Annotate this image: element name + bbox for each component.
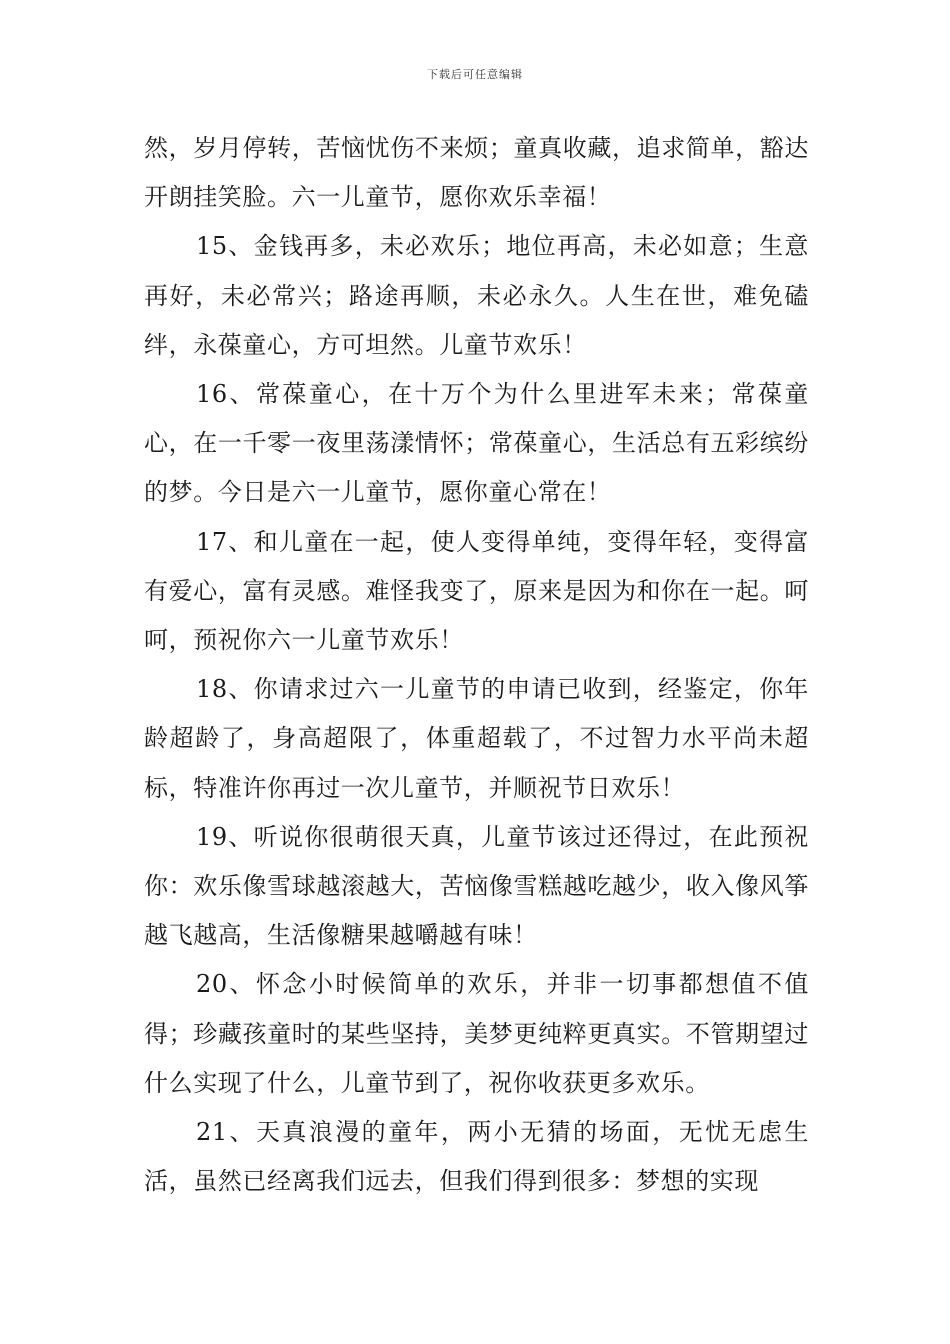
- paragraph-item-16: 16、常葆童心，在十万个为什么里进军未来；常葆童心，在一千零一夜里荡漾情怀；常葆童心，生活总有五彩缤纷的梦。今日是六一儿童节，愿你童心常在！: [144, 380, 809, 507]
- page-header-note: 下载后可任意编辑: [427, 68, 523, 81]
- paragraph-item-19: 19、听说你很萌很天真，儿童节该过还得过，在此预祝你：欢乐像雪球越滚越大，苦恼像雪糕越吃越少，收入像风筝越飞越高，生活像糖果越嚼越有味！: [144, 822, 809, 950]
- paragraph-item-21: 21、天真浪漫的童年，两小无猜的场面，无忧无虑生活，虽然已经离我们远去，但我们得到很多：梦想的实现: [144, 1118, 809, 1196]
- paragraph-item-20: 20、怀念小时候简单的欢乐，并非一切事都想值不值得；珍藏孩童时的某些坚持，美梦更纯粹更真实。不管期望过什么实现了什么，儿童节到了，祝你收获更多欢乐。: [144, 970, 809, 1097]
- paragraph-item-15: 15、金钱再多，未必欢乐；地位再高，未必如意；生意再好，未必常兴；路途再顺，未必永久。人生在世，难免磕绊，永葆童心，方可坦然。儿童节欢乐！: [144, 232, 809, 359]
- paragraph-item-17: 17、和儿童在一起，使人变得单纯，变得年轻，变得富有爱心，富有灵感。难怪我变了，原来是因为和你在一起。呵呵，预祝你六一儿童节欢乐！: [144, 527, 809, 655]
- paragraph-item-18: 18、你请求过六一儿童节的申请已收到，经鉴定，你年龄超龄了，身高超限了，体重超载了，不过智力水平尚未超标，特准许你再过一次儿童节，并顺祝节日欢乐！: [144, 675, 809, 802]
- paragraph-continuation: 然，岁月停转，苦恼忧伤不来烦；童真收藏，追求简单，豁达开朗挂笑脸。六一儿童节，愿你欢乐幸福！: [144, 134, 809, 212]
- document-body: [144, 124, 809, 1206]
